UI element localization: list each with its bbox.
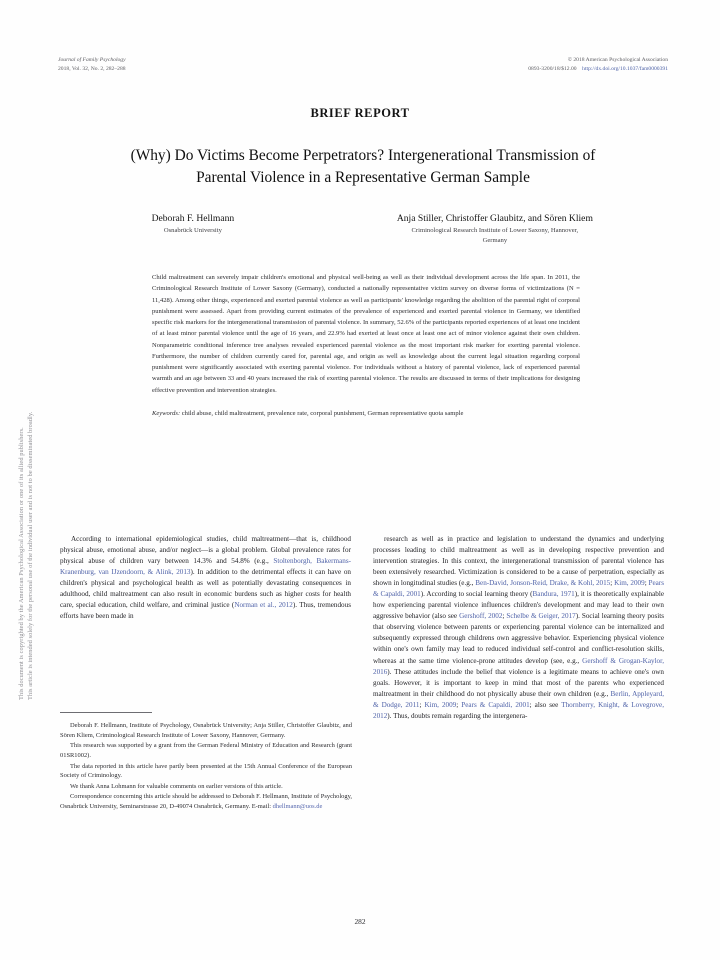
journal-info [58, 56, 126, 74]
citation-link[interactable]: Kim, 2009 [614, 579, 645, 588]
citation-link[interactable]: Bandura, 1971 [532, 590, 575, 599]
author-affiliation-right [326, 226, 664, 246]
issn-and-doi [528, 65, 668, 74]
author-list [60, 212, 664, 246]
citation-link[interactable]: Stoltenborgh, Bakermans-Kranenburg, van IJzendoorn, & Alink, 2013 [60, 557, 351, 577]
author-affiliation-left: Osnabrück University [163, 227, 222, 235]
masthead [58, 56, 668, 74]
citation-link[interactable]: Pears & Capaldi, 2001 [373, 579, 664, 599]
citation-link[interactable]: Norman et al., 2012 [234, 601, 293, 610]
footnote-affiliations: Deborah F. Hellmann, Institute of Psychology, Osnabrück University; Anja Stiller, Christoffer Glaubitz, and Sören Kliem, Criminological Research Institute of Lower Saxony, Hannover, Germany. [60, 722, 352, 739]
citation-link[interactable]: Schelbe & Geiger, 2017 [506, 612, 576, 621]
author-block-left [60, 212, 326, 246]
citation-link[interactable]: Gershoff & Grogan-Kaylor, 2016 [373, 656, 665, 676]
issn-text: 0893-3200/18/$12.00 [528, 66, 577, 73]
abstract [152, 272, 580, 419]
abstract-body: Child maltreatment can severely impair children's emotional and physical well-being as well as their individual development across the life span. In 2011, the Criminological Research Institute of Lower Saxony (Germany), conducted a nationally representative victim survey on diverse forms of victimizations (N = 11,428). Among other things, experienced and exerted parental violence as well as participants' knowledge regarding the abolition of the parental right of corporal punishment were assessed. Apart from providing current estimates of the prevalence of experienced and exerted parental violence in Germany, we identified specific risk markers for the intergenerational transmission of parental violence. In summary, 52.6% of the participants reported experiences of at least one incident of at least minor parental violence until the age of 16 years, and 22.9% had exerted at least once at least one act of minor violence against their own children. Nonparametric conditional inference tree analyses revealed experienced parental violence as the most important risk marker for exerting parental violence. Furthermore, the number of children currently cared for, parental age, and origin as well as knowledge about the current legal situation regarding corporal punishment were significantly associated with exerting parental violence. For individuals without a history of parental violence, lack of experienced parental warmth and an age between 33 and 40 years increased the risk of exerting parental violence. The results are discussed in terms of their implications for designing effective prevention and intervention strategies. [152, 274, 580, 394]
author-affiliation-right-line-2: Germany [482, 237, 508, 245]
copyright-rail-line-1: This document is copyrighted by the American Psychological Association or one of its allied publishers. [18, 427, 25, 700]
section-heading: BRIEF REPORT [310, 106, 410, 120]
body-column-left [60, 534, 351, 722]
correspondence-email-link[interactable]: dhellmann@uos.de [272, 803, 323, 811]
publisher-info [528, 56, 668, 74]
page-number: 282 [354, 917, 366, 926]
author-names-right: Anja Stiller, Christoffer Glaubitz, and Sören Kliem [396, 213, 593, 224]
doi-link[interactable]: http://dx.doi.org/10.1037/fam0000391 [582, 66, 668, 73]
author-names-left: Deborah F. Hellmann [151, 213, 235, 224]
title-line-1: (Why) Do Victims Become Perpetrators? Intergenerational Transmission of [130, 147, 596, 164]
citation-link[interactable]: Ben-David, Jonson-Reid, Drake, & Kohl, 2015 [475, 579, 611, 588]
footnote-rule [60, 712, 152, 713]
body-columns [60, 534, 664, 722]
footnote-funding: This research was supported by a grant from the German Federal Ministry of Education and Research (grant 01SR1002). [60, 742, 352, 760]
correspondence-text: Correspondence concerning this article should be addressed to Deborah F. Hellmann, Institute of Psychology, Osnabrück University, Seminarstrasse 20, D-49074 Osnabrück, Germany. E-mail: [60, 793, 352, 811]
citation-link[interactable]: Berlin, Appleyard, & Dodge, 2011 [373, 689, 664, 709]
author-affiliation-right-line-1: Criminological Research Institute of Lower Saxony, Hannover, [411, 227, 579, 235]
journal-name: Journal of Family Psychology [58, 57, 126, 63]
title-line-2: Parental Violence in a Representative German Sample [196, 169, 530, 187]
body-paragraph-right: research as well as in practice and legislation to understand the dynamics and underlying processes leading to child maltreatment as well as in developing respective prevention and intervention strategies. In this context, the intergenerational transmission of parental violence has been extensively researched. Victimization is considered to be a cause of perpetration, especially as shown in longitudinal studies (e.g., Ben-David, Jonson-Reid, Drake, & Kohl, 2015; Kim, 2009; Pears & Capaldi, 2001). According to social learning theory (Bandura, 1971), it is theoretically explainable how experiencing parental violence influences children's development and may lead to their own aggressive behavior (also see Gershoff, 2002; Schelbe & Geiger, 2017). Social learning theory posits that observing violence between parents or experiencing parental violence can be internalized and subsequently expressed through childrens own aggressive behavior. Experiencing physical violence within one's own family may lead to reduced individual self-control and conflict-resolution skills, whereas at the same time violence-prone attitudes develop (see, e.g., Gershoff & Grogan-Kaylor, 2016). These attitudes include the belief that violence is a legitimate means to achieve one's own goals. However, it is important to keep in mind that most of the parents who experienced maltreatment in their childhood do not physically abuse their own children (e.g., Berlin, Appleyard, & Dodge, 2011; Kim, 2009; Pears & Capaldi, 2001; also see Thornberry, Knight, & Lovegrove, 2012). Thus, doubts remain regarding the intergenera- [373, 535, 665, 720]
body-column-right [373, 534, 664, 722]
journal-issue: 2018, Vol. 32, No. 2, 282–288 [58, 66, 126, 73]
keywords [152, 408, 580, 419]
footnote-presentation: The data reported in this article have partly been presented at the 15th Annual Conference of the European Society of Criminology. [60, 762, 352, 780]
copyright-rail-line-2: This article is intended solely for the personal use of the individual user and is not to be disseminated broadly. [27, 411, 34, 700]
body-paragraph-left: According to international epidemiological studies, child maltreatment—that is, childhood physical abuse, emotional abuse, and/or neglect—is a global problem. Global prevalence rates for physical abuse of children vary between 14.3% and 54.8% (e.g., Stoltenborgh, Bakermans-Kranenburg, van IJzendoorn, & Alink, 2013). In addition to the detrimental effects it can have on children's physical and psychological health as well as potentially devastating consequences in adulthood, child maltreatment can also result in economic burdens such as higher costs for health care, special education, child welfare, and criminal justice (Norman et al., 2012). Thus, tremendous efforts have been made in [60, 535, 351, 621]
citation-link[interactable]: Pears & Capaldi, 2001 [461, 700, 530, 709]
keywords-label: Keywords: [152, 409, 181, 417]
citation-link[interactable]: Kim, 2009 [424, 700, 457, 709]
footnote-block [60, 712, 352, 813]
copyright-notice: © 2018 American Psychological Association [567, 57, 668, 63]
citation-link[interactable]: Gershoff, 2002 [459, 612, 503, 621]
footnote-thanks: We thank Anna Lohmann for valuable comments on earlier versions of this article. [70, 782, 283, 790]
keywords-text: child abuse, child maltreatment, prevalence rate, corporal punishment, German representative quota sample [180, 409, 464, 417]
footnote-correspondence [60, 792, 352, 812]
citation-link[interactable]: Thornberry, Knight, & Lovegrove, 2012 [373, 700, 664, 720]
copyright-rail [0, 0, 46, 960]
author-block-right [326, 212, 664, 246]
page-title [78, 145, 648, 190]
